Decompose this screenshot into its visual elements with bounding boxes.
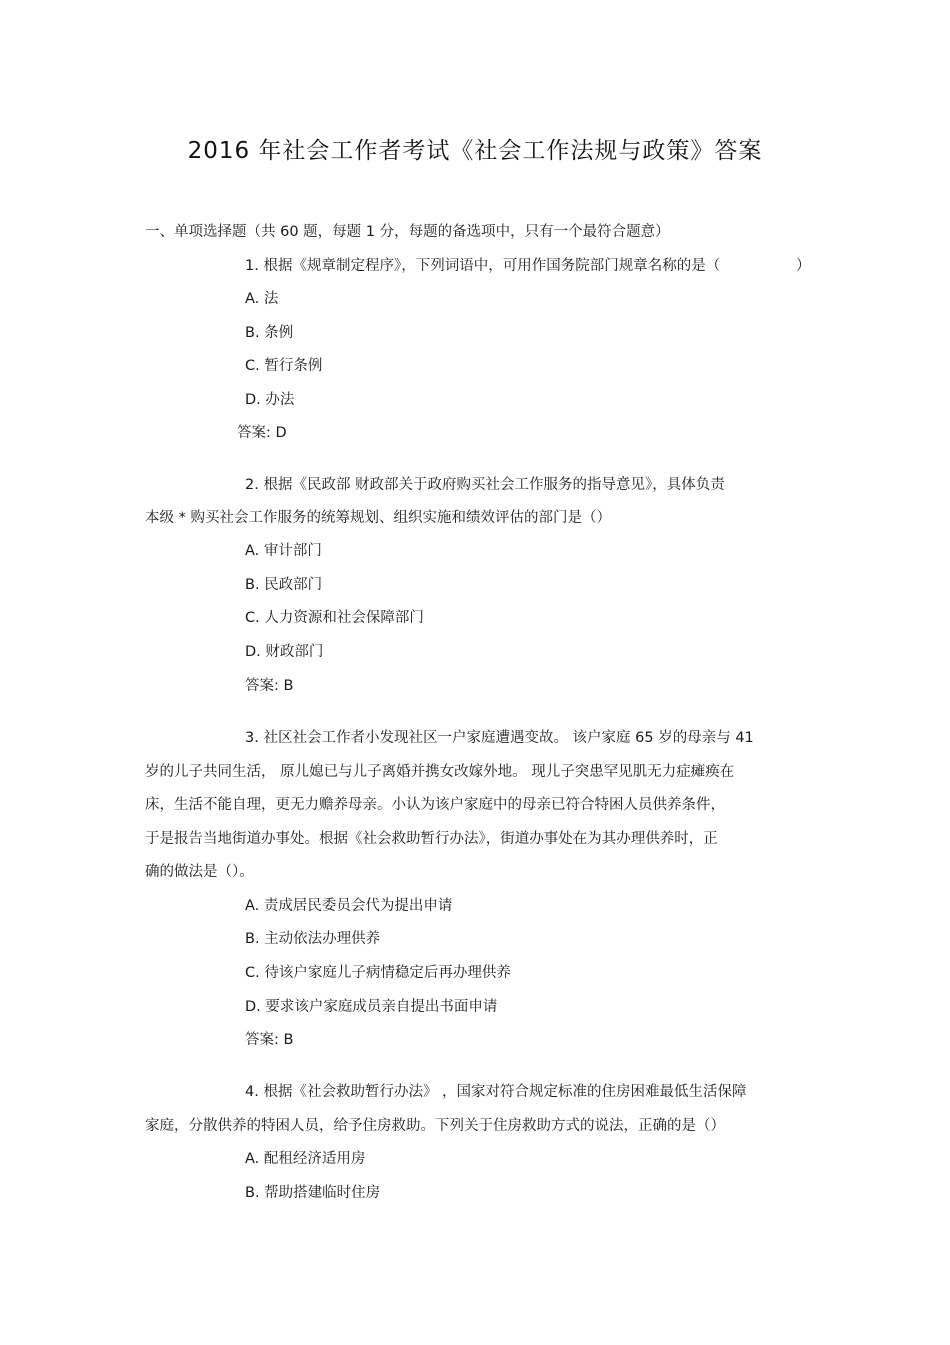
question-3-stem-line3: 床，生活不能自理，更无力赡养母亲。小认为该户家庭中的母亲已符合特困人员供养条件， bbox=[145, 797, 725, 813]
question-3-answer: 答案: B bbox=[245, 1032, 294, 1048]
question-1-option-c: C. 暂行条例 bbox=[245, 358, 323, 374]
question-4-option-b: B. 帮助搭建临时住房 bbox=[245, 1185, 381, 1201]
question-2-option-a: A. 审计部门 bbox=[245, 543, 322, 559]
question-2-option-d: D. 财政部门 bbox=[245, 644, 324, 660]
question-1-option-d: D. 办法 bbox=[245, 392, 295, 408]
question-2-option-b: B. 民政部门 bbox=[245, 577, 323, 593]
question-3-option-b: B. 主动依法办理供养 bbox=[245, 931, 381, 947]
question-3-stem-line1: 3. 社区社会工作者小发现社区一户家庭遭遇变故。 该户家庭 65 岁的母亲与 41 bbox=[245, 730, 754, 746]
section-header: 一、单项选择题（共 60 题，每题 1 分，每题的备选项中，只有一个最符合题意） bbox=[145, 224, 670, 240]
question-2-answer: 答案: B bbox=[245, 678, 294, 694]
question-1-stem: 1. 根据《规章制定程序》，下列词语中，可用作国务院部门规章名称的是（ bbox=[245, 258, 721, 274]
question-1-option-b: B. 条例 bbox=[245, 325, 294, 341]
question-3-option-a: A. 责成居民委员会代为提出申请 bbox=[245, 898, 453, 914]
question-4-stem-line2: 家庭，分散供养的特困人员，给予住房救助。下列关于住房救助方式的说法，正确的是（） bbox=[145, 1118, 725, 1134]
question-1-option-a: A. 法 bbox=[245, 291, 279, 307]
question-4-stem-line1: 4. 根据《社会救助暂行办法》 ，国家对符合规定标准的住房困难最低生活保障 bbox=[245, 1084, 747, 1100]
question-1-stem-close: ） bbox=[796, 258, 811, 274]
question-2-option-c: C. 人力资源和社会保障部门 bbox=[245, 610, 424, 626]
question-3-option-c: C. 待该户家庭儿子病情稳定后再办理供养 bbox=[245, 965, 511, 981]
page-title: 2016 年社会工作者考试《社会工作法规与政策》答案 bbox=[187, 138, 763, 164]
question-3-stem-line5: 确的做法是（）。 bbox=[145, 864, 254, 880]
question-1-answer: 答案: D bbox=[237, 425, 287, 441]
question-4-option-a: A. 配租经济适用房 bbox=[245, 1151, 366, 1167]
question-3-stem-line2: 岁的儿子共同生活， 原儿媳已与儿子离婚并携女改嫁外地。 现儿子突患罕见肌无力症瘫痪在 bbox=[145, 764, 735, 780]
question-2-stem-line1: 2. 根据《民政部 财政部关于政府购买社会工作服务的指导意见》，具体负责 bbox=[245, 477, 725, 493]
question-2-stem-line2: 本级 * 购买社会工作服务的统筹规划、组织实施和绩效评估的部门是（） bbox=[145, 510, 611, 526]
question-3-option-d: D. 要求该户家庭成员亲自提出书面申请 bbox=[245, 999, 498, 1015]
question-3-stem-line4: 于是报告当地街道办事处。根据《社会救助暂行办法》，街道办事处在为其办理供养时，正 bbox=[145, 831, 718, 847]
